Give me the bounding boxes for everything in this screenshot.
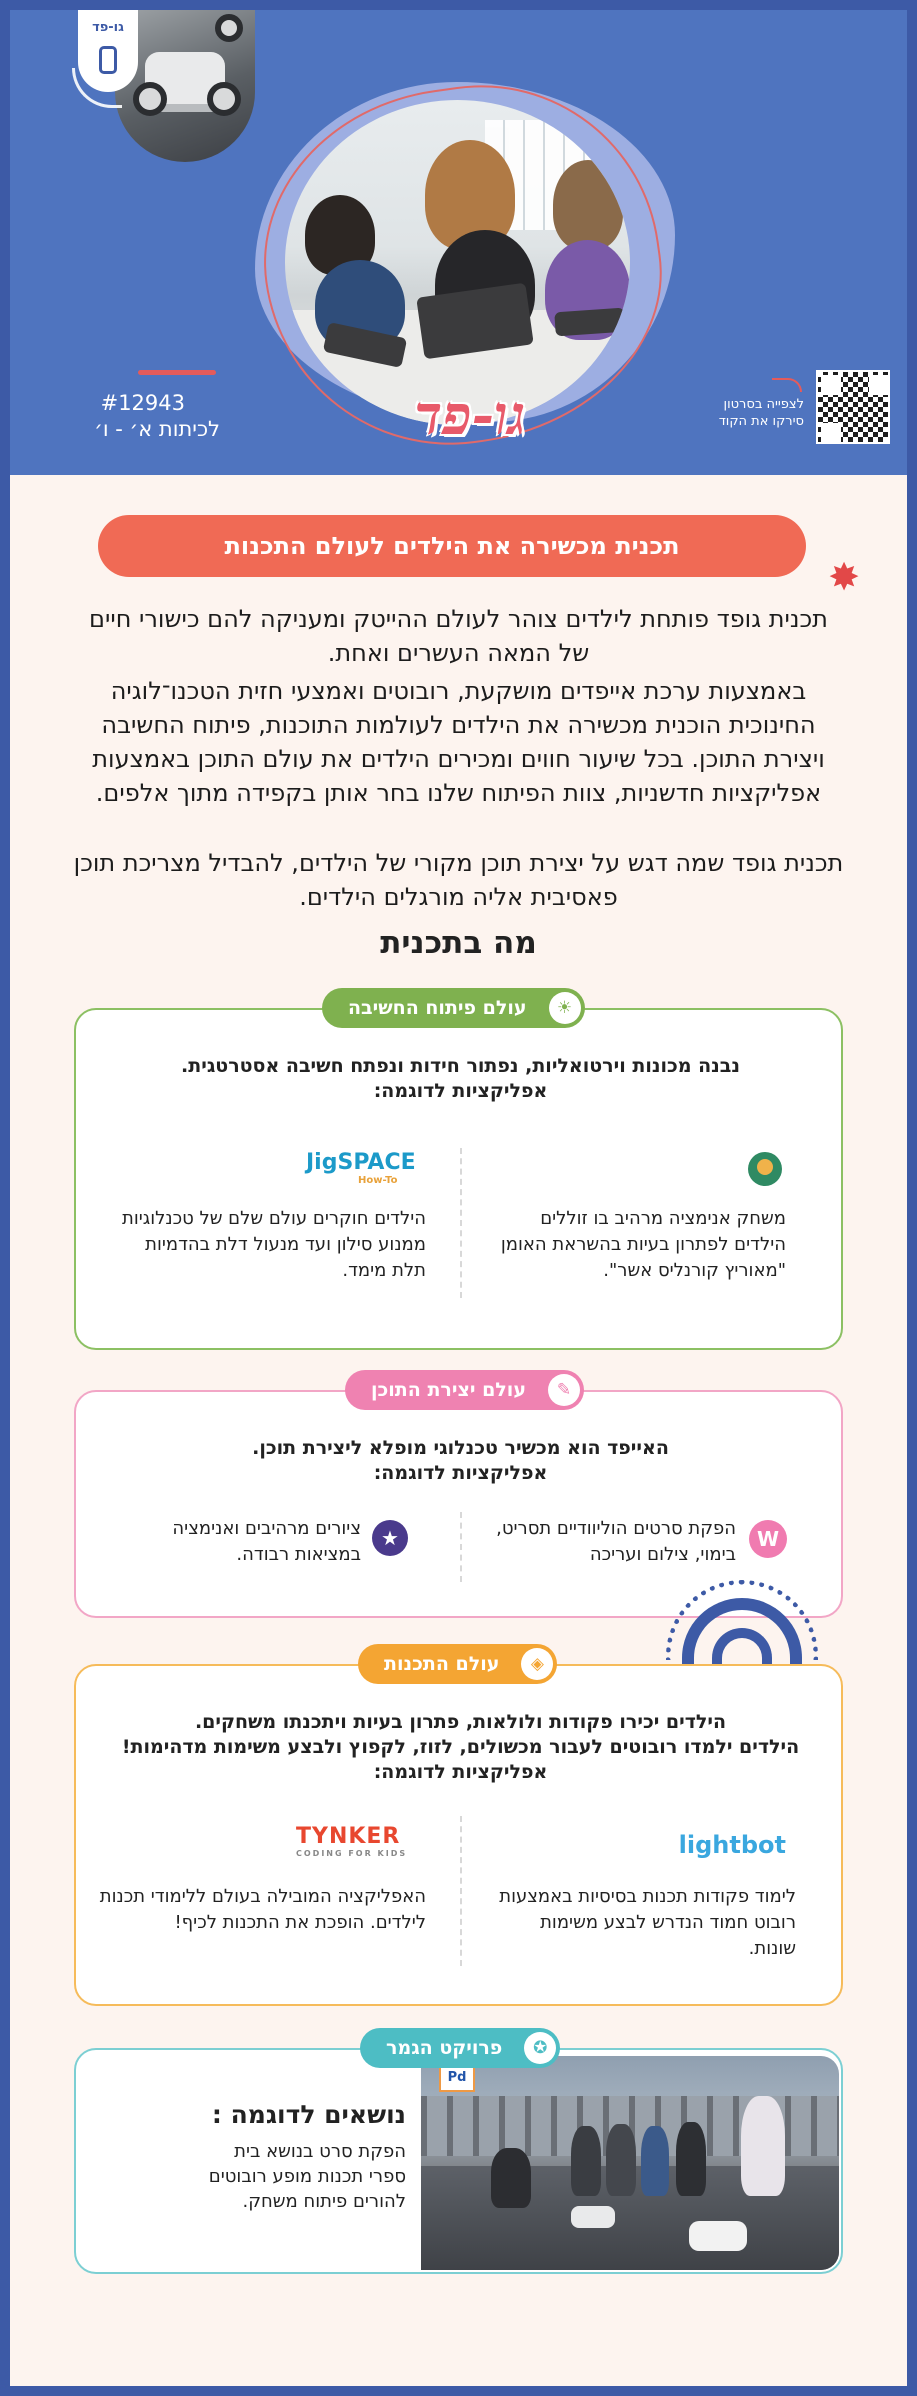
- tynker-logo-sub: CODING FOR KIDS: [296, 1849, 408, 1858]
- tag-label: עולם פיתוח החשיבה: [348, 997, 527, 1019]
- star-app-logo: ★: [372, 1520, 408, 1556]
- video-app-logo: W: [749, 1520, 787, 1558]
- jigspace-logo: [306, 1150, 436, 1190]
- hero-banner: [10, 10, 907, 475]
- medal-icon: ✪: [524, 2032, 556, 2064]
- app-description: הפקת סרטים הוליוודיים תסריט, בימוי, צילום ועריכה: [496, 1518, 736, 1565]
- pd-sign: Pd: [439, 2064, 475, 2092]
- final-project-heading: נושאים לדוגמה :: [211, 2100, 406, 2129]
- catalog-number: #12943: [100, 391, 185, 415]
- tag-content: [345, 1370, 584, 1410]
- app-description: האפליקציה המובילה בעולם ללימודי תכנות לילדים. הופכת את התכנות לכיף!: [99, 1886, 426, 1933]
- tag-coding: [358, 1644, 557, 1684]
- brush-icon: ✎: [548, 1374, 580, 1406]
- divider: [460, 1148, 462, 1298]
- layers-icon: ◈: [521, 1648, 553, 1680]
- grade-range: לכיתות א׳ - ו׳: [94, 417, 220, 441]
- page-frame: [10, 10, 907, 2386]
- final-project-text: [116, 2100, 406, 2214]
- app-description: משחק אנימציה מרהיב בו זוללים הילדים לפתרון בעיות בהשראת האומן "מאוריץ קורנליס אשר".: [500, 1208, 786, 1281]
- app-description: הילדים חוקרים עולם שלם של טכנלוגיות ממנוע סילון ועד מנעול דלת בהדמיות תלת מימד.: [122, 1208, 426, 1281]
- tag-label: עולם יצירת התוכן: [371, 1379, 526, 1401]
- card-intro-examples: אפליקציות לדוגמה:: [373, 1761, 548, 1783]
- qr-code[interactable]: [816, 370, 890, 444]
- tag-thinking: [322, 988, 585, 1028]
- divider: [460, 1816, 462, 1966]
- card-intro-examples: אפליקציות לדוגמה:: [373, 1462, 548, 1484]
- swoosh-decoration: [72, 68, 122, 108]
- jigspace-logo-sub: How-To: [358, 1175, 398, 1186]
- app-description: לימוד פקודות תכנות בסיסיות באמצעות רובוט חמוד הנדרש לבצע משימות שונות.: [499, 1886, 796, 1959]
- final-project-description: הפקת סרט בנושא בית ספרי תכנות מופע רובוטים להורים פיתוח משחק.: [208, 2141, 406, 2212]
- qr-caption: [694, 396, 804, 430]
- qr-caption-line1: לצפייה בסרטון: [723, 397, 804, 412]
- lightbot-logo: lightbot: [678, 1831, 786, 1859]
- card-intro: [96, 1710, 825, 1785]
- accent-bar: [138, 370, 216, 375]
- final-project-photo: [421, 2056, 839, 2270]
- catalog-info: [70, 390, 220, 442]
- card-intro-line: הילדים ילמדו רובוטים לעבור מכשולים, לזוז, לקפוץ ולבצע משימות מדהימות!: [121, 1736, 800, 1758]
- program-title: תכנית מכשירה את הילדים לעולם התכנות: [98, 515, 806, 577]
- card-thinking: [74, 1008, 843, 1350]
- tag-label: עולם התכנות: [384, 1653, 500, 1675]
- lightbulb-icon: ☀: [549, 992, 581, 1024]
- app-description: ציורים מרהיבים ואנימציה במציאות רבודה.: [172, 1518, 361, 1565]
- description-paragraph: באמצעות ערכת אייפדים מושקעת, רובוטים ואמצעי חזית הטכנו־לוגיה החינוכית הוכנית מכשירה את הילדים לעולמות התוכנות, פיתוח החשיבה ויצירת התוכן. בכל שיעור חווים ומכירים הילדים את עולם התוכן באמצעות אפליקציות חדשניות, צוות הפיתוח שלנו בחר אותן בקפידה מתוך אלפים.: [92, 677, 825, 807]
- intro-paragraph: תכנית גופד פותחת לילדים צוהר לעולם ההייטק ומעניקה להם כישורי חיים של המאה העשרים ואחת.: [89, 605, 828, 667]
- card-intro-line: האייפד הוא מכשיר טכנלוגי מופלא ליצירת תוכן.: [252, 1437, 669, 1459]
- card-final-project: [74, 2048, 843, 2274]
- divider: [460, 1512, 462, 1582]
- card-intro-line: נבנה מכונות וירטואליות, נפתור חידות ונפתח חשיבה אסטרטגית.: [181, 1055, 740, 1077]
- tag-label: פרויקט הגמר: [386, 2037, 503, 2059]
- section-heading: מה בתכנית: [380, 925, 537, 961]
- brand-badge-text: גו-פד: [92, 20, 124, 35]
- jigspace-logo-text: JigSPACE: [306, 1150, 416, 1175]
- card-intro: [96, 1436, 825, 1486]
- card-intro: [96, 1054, 825, 1104]
- tynker-logo: [296, 1824, 426, 1864]
- sparkle-icon: ✸: [828, 555, 860, 599]
- gopad-logo: גו-פד: [414, 383, 526, 447]
- card-intro-line: הילדים יכירו פקודות ולולאות, פתרון בעיות ויתכנתו משחקים.: [194, 1711, 727, 1733]
- qr-caption-line2: סירקו את הקוד: [718, 414, 804, 429]
- tag-final-project: [360, 2028, 560, 2068]
- app-logo-icon: [748, 1152, 782, 1186]
- card-intro-examples: אפליקציות לדוגמה:: [373, 1080, 548, 1102]
- qr-block: [690, 370, 890, 450]
- arrow-icon: [772, 378, 802, 392]
- card-coding: [74, 1664, 843, 2006]
- emphasis-paragraph: תכנית גופד שמה דגש על יצירת תוכן מקורי של הילדים, להבדיל מצריכת תוכן פאסיבית אליה מורגלים הילדים.: [73, 849, 844, 911]
- tynker-logo-text: TYNKER: [296, 1824, 401, 1849]
